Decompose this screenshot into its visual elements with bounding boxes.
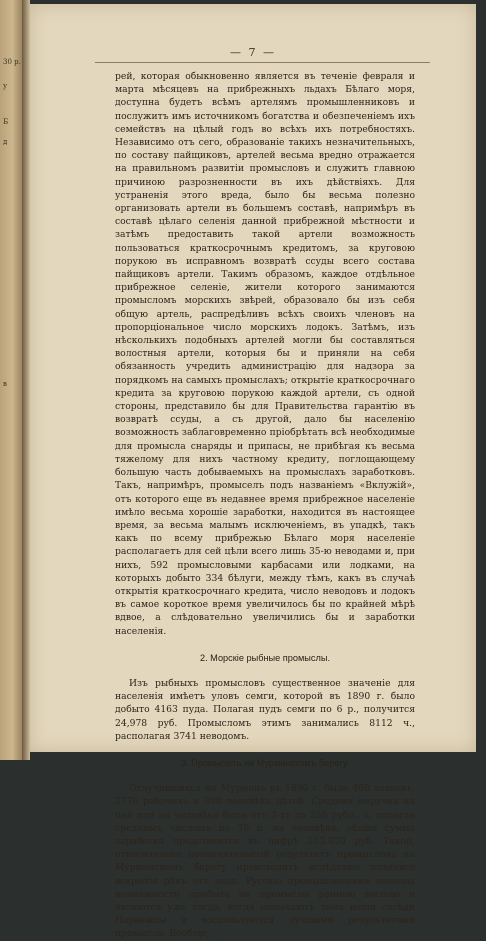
book-page	[30, 4, 476, 940]
page-number: — 7 —	[230, 46, 276, 59]
book-gutter	[22, 0, 30, 760]
paragraph-continuation: рей, которая обыкновенно является въ теченіе февраля и марта мѣсяцевъ на прибрежныхъ льдахъ Бѣлаго моря, доступна будетъ всѣмъ артелямъ промышленниковъ и послужитъ имъ источникомъ богатства и обезпеченіемъ ихъ семействъ на цѣлый годъ во всѣхъ ихъ потребностяхъ. Независимо отъ сего, образованіе такихъ незначительныхъ, по составу пайщиковъ, артелей весьма вредно отражается на правильномъ развитіи промысловъ и служитъ главною причиною разрозненности въ ихъ дѣйствіяхъ. Для устраненія этого вреда, было бы весьма полезно организовать артели въ большемъ составѣ, напримѣръ въ составѣ цѣлаго селенія данной прибрежной мѣстности и затѣмъ предоставить такой артели возможность пользоваться краткосрочнымъ кредитомъ, за круговою порукою въ исправномъ возвратѣ ссуды всего состава пайщиковъ артели. Такимъ образомъ, каждое отдѣльное прибрежное селеніе, жители которого занимаются промысломъ морскихъ звѣрей, образовало бы изъ себя общую артель, распредѣливъ всѣхъ своихъ членовъ на пропорціональное число морскихъ лодокъ. Затѣмъ, изъ нѣсколькихъ подобныхъ артелей могли бы составляться волостныя артели, которыя бы и приняли на себя обязанность учредить администрацію для надзора за порядкомъ на самыхъ промыслахъ; открытіе краткосрочнаго кредита за круговою порукою каждой артели, съ одной стороны, представило бы для Правительства гарантію въ возвратѣ ссуды, а съ другой, дало бы населенію возможность заблаговременно пріобрѣтать всѣ необходимые для промысла снаряды и припасы, не прибѣгая къ весьма тяжелому для нихъ частному кредиту, поглощающему большую часть добываемыхъ на промыслахъ заработковъ. Такъ, напримѣръ, промыселъ подъ названіемъ «Вклужій», отъ которого еще въ недавнее время прибрежное населеніе имѣло весьма хорошіе заработки, находится въ настоящее время, за весьма малымъ исключеніемъ, въ упадкѣ, такъ какъ по всему прибрежью Бѣлаго моря населеніе располагаетъ для сей цѣли всего лишь 35-ю неводами и, при нихъ, 592 промысловыми карбасами или лодками, на которыхъ добыто 334 бѣлуги, между тѣмъ, какъ въ случаѣ открытія краткосрочнаго кредита, число неводовъ и лодокъ въ самое короткое время увеличилось бы по крайней мѣрѣ вдвое, а слѣдовательно увеличились бы и заработки населенія.	[115, 71, 415, 637]
paragraph-fish: Изъ рыбныхъ промысловъ существенное значеніе для населенія имѣетъ уловъ семги, которой въ 1890 г. было добыто 4163 пуда. Полагая пудъ семги по 6 р., получится 24,978 руб. Промысломъ этимъ занимались 8112 ч., располагая 3741 неводомъ.	[115, 677, 415, 742]
page-text	[115, 70, 415, 941]
edge-text-2: у	[3, 82, 8, 90]
header-rule	[95, 62, 430, 63]
paragraph-murman: Отлучившихся на Мурманъ въ 1890 г. было 460 хозяевъ, 2776 рабочихъ и 390 человѣкъ дѣтей. Средняя выручка на пай или на человѣка была отъ 3-хъ до 250 рубл., а, полагая среднимъ числомъ по 70 р. на человѣка, общая сумма заработка представится въ цифрѣ 253.820 руб. Такой, относительно незначительный результатъ промысловъ на Мурманскомъ берегу происходитъ вслѣдствіе поздняго вскрытія рѣкъ отъ льда. Русскіе промышленники лишены возможности прибыть на промыслы раннею весною и являются уже тогда, когда пооыкаютъ тамъ наши сосѣди Норвежцы и воспользуются лучшими результатами промысла. Вообще,	[115, 783, 415, 940]
edge-text-1: 30 р.	[3, 58, 21, 66]
section-heading-murman: 3. Промыселъ на Мурманскомъ берегу.	[180, 757, 350, 768]
edge-text-4: д	[3, 138, 8, 146]
section-heading-fish: 2. Морскіе рыбные промыслы.	[199, 652, 331, 663]
edge-text-3: Б	[3, 118, 9, 126]
previous-page-edge	[0, 0, 22, 760]
edge-text-5: в	[3, 380, 7, 388]
